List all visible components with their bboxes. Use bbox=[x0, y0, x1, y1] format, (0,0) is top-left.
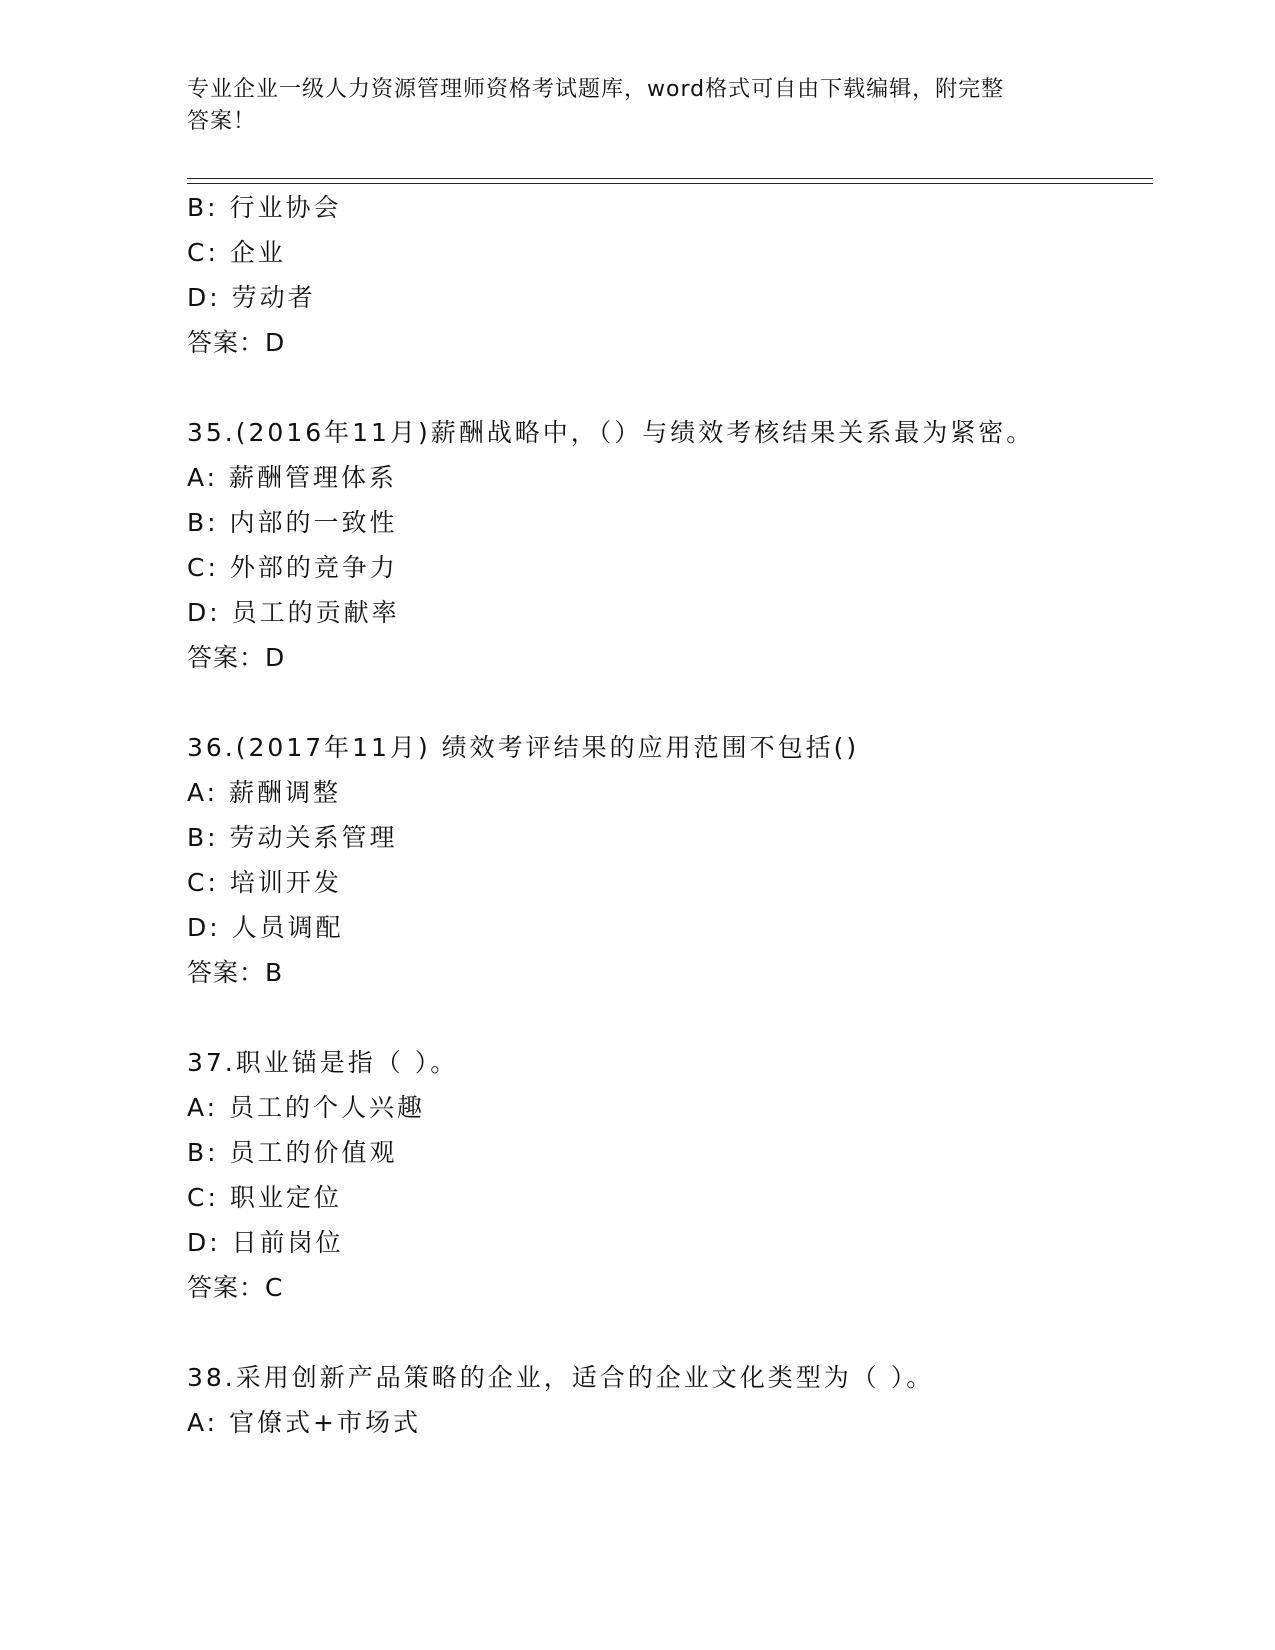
option-a: A: 官僚式+市场式 bbox=[187, 1408, 421, 1437]
question-stem: 37.职业锚是指（ ）。 bbox=[187, 1048, 459, 1077]
option-a: A: 薪酬调整 bbox=[187, 778, 342, 807]
header-divider-top bbox=[187, 178, 1153, 179]
option-c: C: 职业定位 bbox=[187, 1183, 342, 1212]
option-b: B: 员工的价值观 bbox=[187, 1138, 398, 1167]
question-stem: 36.(2017年11月) 绩效考评结果的应用范围不包括() bbox=[187, 733, 860, 762]
answer: 答案：C bbox=[187, 1273, 284, 1302]
answer: 答案：D bbox=[187, 643, 286, 672]
option-c: C: 培训开发 bbox=[187, 868, 342, 897]
question-stem: 35.(2016年11月)薪酬战略中，（）与绩效考核结果关系最为紧密。 bbox=[187, 418, 1035, 447]
option-a: A: 薪酬管理体系 bbox=[187, 463, 398, 492]
option-d: D: 日前岗位 bbox=[187, 1228, 344, 1257]
option-b: B: 行业协会 bbox=[187, 193, 342, 222]
question-stem: 38.采用创新产品策略的企业，适合的企业文化类型为（ ）。 bbox=[187, 1363, 935, 1392]
option-c: C: 外部的竞争力 bbox=[187, 553, 398, 582]
header-line-2: 答案！ bbox=[187, 109, 257, 134]
option-b: B: 劳动关系管理 bbox=[187, 823, 398, 852]
header-divider-bottom bbox=[187, 183, 1153, 184]
option-d: D: 劳动者 bbox=[187, 283, 316, 312]
option-d: D: 人员调配 bbox=[187, 913, 344, 942]
option-a: A: 员工的个人兴趣 bbox=[187, 1093, 426, 1122]
document-header bbox=[187, 74, 1077, 138]
header-line-1: 专业企业一级人力资源管理师资格考试题库，word格式可自由下载编辑，附完整 bbox=[187, 77, 1005, 102]
option-c: C: 企业 bbox=[187, 238, 286, 267]
answer: 答案：B bbox=[187, 958, 284, 987]
answer: 答案：D bbox=[187, 328, 286, 357]
option-d: D: 员工的贡献率 bbox=[187, 598, 400, 627]
option-b: B: 内部的一致性 bbox=[187, 508, 398, 537]
